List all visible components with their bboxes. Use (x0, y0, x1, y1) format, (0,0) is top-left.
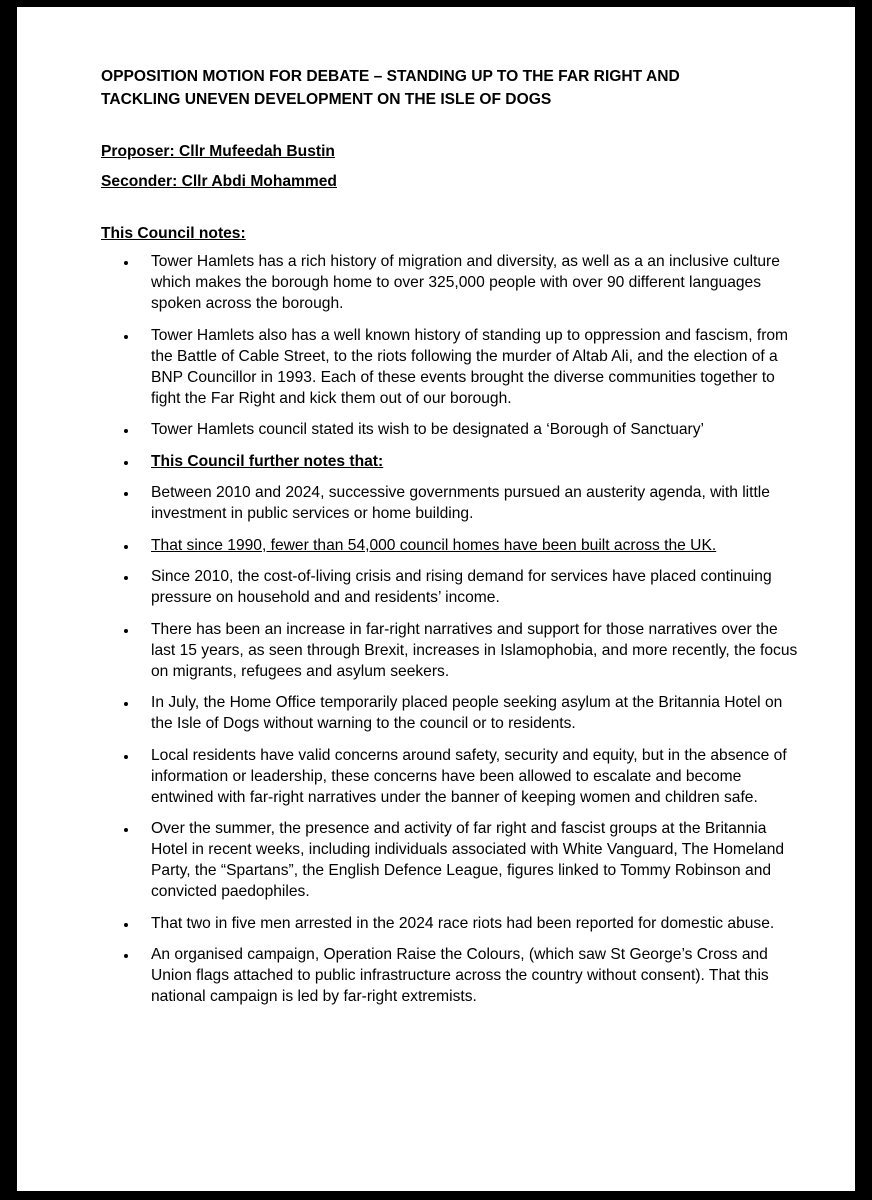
bullet-icon (124, 629, 128, 633)
bullet-text: Local residents have valid concerns around safety, security and equity, but in the absence of information or leadership, these concerns have been allowed to escalate and become entwined with far-right narratives under the banner of keeping women and children safe. (151, 746, 787, 806)
bullet-icon (124, 954, 128, 958)
bullet-icon (124, 429, 128, 433)
bullet-text: In July, the Home Office temporarily placed people seeking asylum at the Britannia Hotel on the Isle of Dogs without warning to the council or to residents. (151, 694, 783, 732)
motion-title (101, 66, 801, 111)
document-page (17, 7, 855, 1191)
motion-title-line-1: OPPOSITION MOTION FOR DEBATE – STANDING UP TO THE FAR RIGHT AND (101, 68, 680, 85)
bullet-text: Between 2010 and 2024, successive governments pursued an austerity agenda, with little investment in public services or home building. (151, 484, 770, 522)
bullet-icon (124, 545, 128, 549)
council-notes-list (101, 251, 801, 1007)
list-item (101, 944, 801, 1007)
list-item (101, 913, 801, 934)
council-notes-heading: This Council notes: (101, 225, 246, 242)
proposer-line: Proposer: Cllr Mufeedah Bustin (101, 143, 335, 160)
list-item (101, 325, 801, 409)
bullet-icon (124, 828, 128, 832)
list-item (101, 745, 801, 808)
further-notes-heading: This Council further notes that: (151, 452, 384, 470)
list-item (101, 818, 801, 902)
list-item (101, 451, 801, 472)
bullet-text: That two in five men arrested in the 2024 race riots had been reported for domestic abuse. (151, 914, 775, 932)
bullet-icon (124, 702, 128, 706)
motion-title-line-2: TACKLING UNEVEN DEVELOPMENT ON THE ISLE OF DOGS (101, 90, 552, 108)
list-item (101, 482, 801, 524)
bullet-icon (124, 923, 128, 927)
list-item (101, 535, 801, 556)
bullet-text-underlined: That since 1990, fewer than 54,000 council homes have been built across the UK. (151, 536, 717, 554)
bullet-text: Tower Hamlets has a rich history of migration and diversity, as well as a an inclusive culture which makes the borough home to over 325,000 people with over 90 different languages spoken across the borough. (151, 253, 780, 312)
list-item (101, 566, 801, 608)
bullet-icon (124, 492, 128, 496)
bullet-icon (124, 755, 128, 759)
bullet-icon (124, 576, 128, 580)
seconder-line: Seconder: Cllr Abdi Mohammed (101, 173, 337, 190)
document-content (101, 66, 801, 1018)
bullet-text: There has been an increase in far-right narratives and support for those narratives over the last 15 years, as seen through Brexit, increases in Islamophobia, and more recently, the focus on migrants, refugees and asylum seekers. (151, 620, 798, 680)
bullet-icon (124, 335, 128, 339)
list-item (101, 619, 801, 682)
list-item (101, 251, 801, 314)
bullet-text: An organised campaign, Operation Raise the Colours, (which saw St George’s Cross and Union flags attached to public infrastructure across the country without consent). That this national campaign is led by far-right extremists. (151, 946, 769, 1005)
bullet-text: Tower Hamlets council stated its wish to be designated a ‘Borough of Sanctuary’ (151, 421, 705, 438)
bullet-text: Tower Hamlets also has a well known history of standing up to oppression and fascism, from the Battle of Cable Street, to the riots following the murder of Altab Ali, and the election of a BNP Councillor in 1993. Each of these events brought the diverse communities together to fight the Far Right and kick them out of our borough. (151, 326, 789, 407)
bullet-text: Over the summer, the presence and activity of far right and fascist groups at the Britannia Hotel in recent weeks, including individuals associated with White Vanguard, The Homeland Party, the “Spartans”, the English Defence League, figures linked to Tommy Robinson and convicted paedophiles. (151, 820, 785, 900)
bullet-text: Since 2010, the cost-of-living crisis and rising demand for services have placed continuing pressure on household and and residents’ income. (151, 568, 772, 606)
list-item (101, 419, 801, 440)
bullet-icon (124, 461, 128, 465)
bullet-icon (124, 261, 128, 265)
list-item (101, 692, 801, 734)
